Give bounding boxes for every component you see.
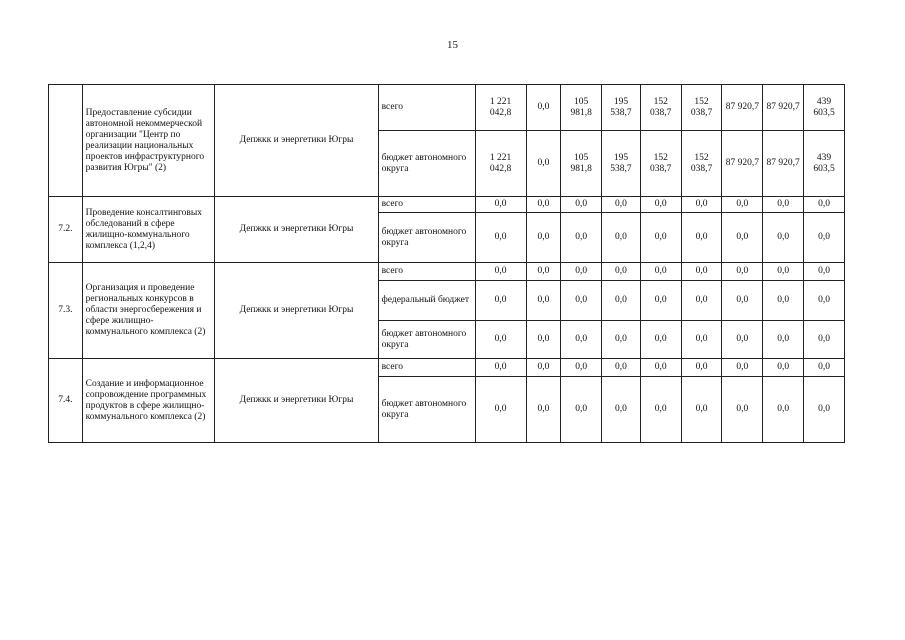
amount-cell: 0,0 <box>526 131 561 197</box>
amount-cell: 152 038,7 <box>681 131 722 197</box>
amount-cell: 0,0 <box>602 213 641 263</box>
amount-cell: 0,0 <box>640 197 681 213</box>
amount-cell: 0,0 <box>561 213 602 263</box>
amount-cell: 0,0 <box>722 213 763 263</box>
amount-cell: 0,0 <box>526 85 561 131</box>
amount-cell: 0,0 <box>602 359 641 377</box>
amount-cell: 87 920,7 <box>722 131 763 197</box>
amount-cell: 0,0 <box>804 213 845 263</box>
amount-cell: 0,0 <box>722 281 763 321</box>
amount-cell: 0,0 <box>804 281 845 321</box>
amount-cell: 0,0 <box>526 377 561 443</box>
amount-cell: 0,0 <box>763 359 804 377</box>
amount-cell: 0,0 <box>561 263 602 281</box>
executor: Депжкк и энергетики Югры <box>215 197 378 263</box>
amount-cell: 105 981,8 <box>561 85 602 131</box>
row-number <box>49 85 83 197</box>
amount-cell: 0,0 <box>681 213 722 263</box>
amount-cell: 195 538,7 <box>602 131 641 197</box>
amount-cell: 0,0 <box>640 213 681 263</box>
amount-cell: 0,0 <box>763 281 804 321</box>
amount-cell: 0,0 <box>640 359 681 377</box>
amount-cell: 0,0 <box>561 377 602 443</box>
funding-source: всего <box>378 263 475 281</box>
amount-cell: 0,0 <box>561 321 602 359</box>
activity-name: Организация и проведение региональных конкурсов в области энергосбережения и сфере жилищно-коммунального комплекса (2) <box>82 263 215 359</box>
amount-cell: 0,0 <box>804 377 845 443</box>
amount-cell: 0,0 <box>526 281 561 321</box>
amount-cell: 0,0 <box>804 321 845 359</box>
amount-cell: 0,0 <box>526 197 561 213</box>
amount-cell: 0,0 <box>526 213 561 263</box>
executor: Депжкк и энергетики Югры <box>215 85 378 197</box>
amount-cell: 0,0 <box>681 281 722 321</box>
row-number: 7.3. <box>49 263 83 359</box>
amount-cell: 0,0 <box>475 213 526 263</box>
page-number: 15 <box>447 39 458 51</box>
amount-cell: 0,0 <box>475 281 526 321</box>
table-row <box>49 359 845 377</box>
amount-cell: 0,0 <box>475 197 526 213</box>
table-row <box>49 263 845 281</box>
amount-cell: 0,0 <box>722 359 763 377</box>
funding-source: всего <box>378 85 475 131</box>
amount-cell: 0,0 <box>640 263 681 281</box>
funding-source: всего <box>378 359 475 377</box>
amount-cell: 0,0 <box>475 321 526 359</box>
amount-cell: 439 603,5 <box>804 85 845 131</box>
amount-cell: 0,0 <box>526 359 561 377</box>
amount-cell: 0,0 <box>681 377 722 443</box>
amount-cell: 0,0 <box>763 213 804 263</box>
amount-cell: 1 221 042,8 <box>475 85 526 131</box>
amount-cell: 0,0 <box>681 359 722 377</box>
amount-cell: 0,0 <box>763 321 804 359</box>
amount-cell: 0,0 <box>640 377 681 443</box>
amount-cell: 0,0 <box>561 197 602 213</box>
row-number: 7.2. <box>49 197 83 263</box>
funding-source: бюджет автономного округа <box>378 321 475 359</box>
table-row <box>49 85 845 131</box>
amount-cell: 0,0 <box>602 281 641 321</box>
funding-source: всего <box>378 197 475 213</box>
amount-cell: 87 920,7 <box>763 131 804 197</box>
executor: Депжкк и энергетики Югры <box>215 263 378 359</box>
amount-cell: 0,0 <box>602 377 641 443</box>
amount-cell: 0,0 <box>602 263 641 281</box>
amount-cell: 0,0 <box>722 263 763 281</box>
amount-cell: 87 920,7 <box>722 85 763 131</box>
amount-cell: 0,0 <box>640 281 681 321</box>
amount-cell: 0,0 <box>526 263 561 281</box>
funding-source: бюджет автономного округа <box>378 131 475 197</box>
amount-cell: 105 981,8 <box>561 131 602 197</box>
amount-cell: 0,0 <box>804 359 845 377</box>
amount-cell: 0,0 <box>763 377 804 443</box>
row-number: 7.4. <box>49 359 83 443</box>
amount-cell: 0,0 <box>722 321 763 359</box>
amount-cell: 0,0 <box>763 263 804 281</box>
amount-cell: 0,0 <box>681 321 722 359</box>
amount-cell: 0,0 <box>681 197 722 213</box>
activity-name: Предоставление субсидии автономной некоммерческой организации "Центр по реализации национальных проектов инфраструктурного развития Югры" (2) <box>82 85 215 197</box>
amount-cell: 0,0 <box>602 321 641 359</box>
amount-cell: 0,0 <box>475 377 526 443</box>
amount-cell: 0,0 <box>526 321 561 359</box>
funding-source: федеральный бюджет <box>378 281 475 321</box>
amount-cell: 0,0 <box>561 281 602 321</box>
table-row <box>49 197 845 213</box>
activity-name: Создание и информационное сопровождение программных продуктов в сфере жилищно-коммунального комплекса (2) <box>82 359 215 443</box>
amount-cell: 0,0 <box>475 263 526 281</box>
funding-source: бюджет автономного округа <box>378 377 475 443</box>
amount-cell: 0,0 <box>681 263 722 281</box>
amount-cell: 87 920,7 <box>763 85 804 131</box>
amount-cell: 0,0 <box>640 321 681 359</box>
amount-cell: 0,0 <box>804 197 845 213</box>
amount-cell: 439 603,5 <box>804 131 845 197</box>
amount-cell: 152 038,7 <box>681 85 722 131</box>
amount-cell: 0,0 <box>602 197 641 213</box>
amount-cell: 152 038,7 <box>640 131 681 197</box>
budget-table <box>48 84 845 443</box>
amount-cell: 0,0 <box>722 197 763 213</box>
amount-cell: 1 221 042,8 <box>475 131 526 197</box>
amount-cell: 195 538,7 <box>602 85 641 131</box>
amount-cell: 0,0 <box>722 377 763 443</box>
executor: Депжкк и энергетики Югры <box>215 359 378 443</box>
amount-cell: 0,0 <box>561 359 602 377</box>
amount-cell: 152 038,7 <box>640 85 681 131</box>
amount-cell: 0,0 <box>763 197 804 213</box>
amount-cell: 0,0 <box>804 263 845 281</box>
amount-cell: 0,0 <box>475 359 526 377</box>
funding-source: бюджет автономного округа <box>378 213 475 263</box>
activity-name: Проведение консалтинговых обследований в сфере жилищно-коммунального комплекса (1,2,4) <box>82 197 215 263</box>
